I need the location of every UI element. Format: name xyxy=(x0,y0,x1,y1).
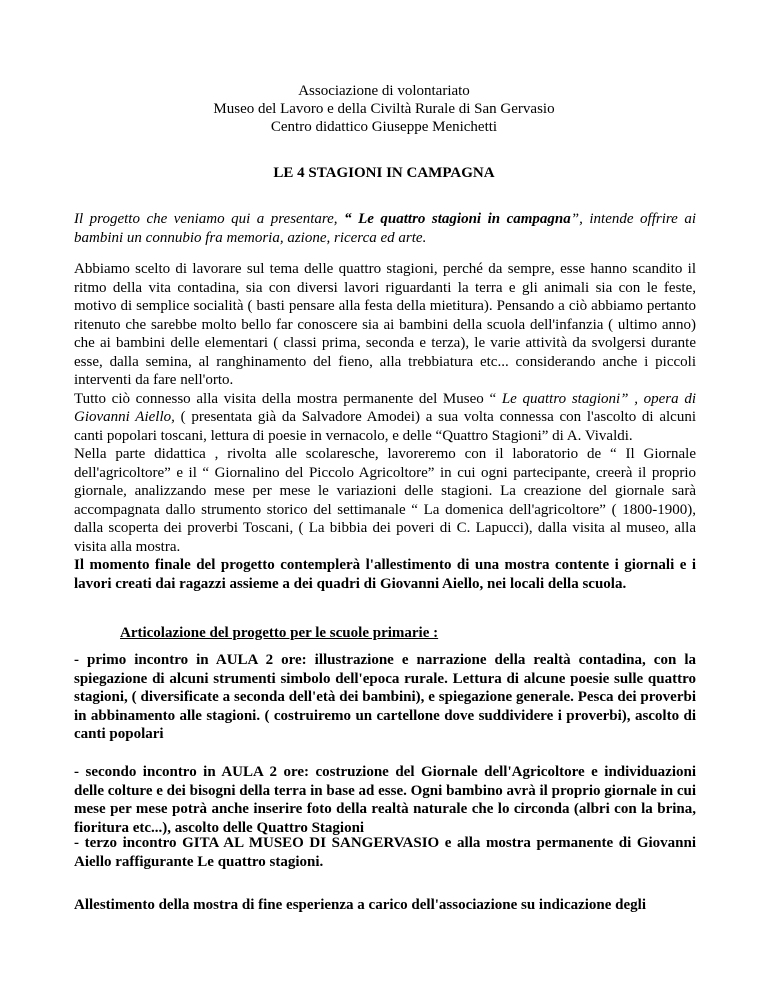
description-body xyxy=(74,260,696,593)
paragraph-seasons: Abbiamo scelto di lavorare sul tema delle quattro stagioni, perché da sempre, esse hanno scandito il ritmo della vita contadina, sia con diversi lavori riguardanti la terra e gli animali sia con le feste, motivo di semplice socialità ( basti pensare alla festa della mietitura). Pensando a ciò abbiamo pertanto ritenuto che sarebbe molto bello far conoscere sia ai bambini della scuola dell'infanzia ( ultimo anno) che ai bambini delle elementari ( classi prima, seconda e terza), le varie attività da svolgersi durante esse, dalla semina, al ranghinamento del fieno, alla trebbiatura etc... considerando anche i piccoli interventi da fare nell'orto. xyxy=(74,261,696,388)
intro-text-after: ”, intende offrire ai bambini un connubio fra memoria, azione, ricerca ed arte. xyxy=(74,211,696,246)
exhibition-name: Le quattro stagioni” , opera di Giovanni Aiello, xyxy=(74,390,696,425)
list-item-second-meeting: - secondo incontro in AULA 2 ore: costruzione del Giornale dell'Agricoltore e individuazioni delle colture e dei bisogni della terra in base ad esse. Ogni bambino avrà il proprio giornale in cui mese per mese potrà anche inserire foto della realtà naturale che lo circonda (albri con la brina, fioritura etc...), ascolto delle Quattro Stagioni xyxy=(74,764,696,836)
header-line-museum: Museo del Lavoro e della Civiltà Rurale di San Gervasio xyxy=(213,101,555,117)
list-item-first-meeting: - primo incontro in AULA 2 ore: illustrazione e narrazione della realtà contadina, con la spiegazione di alcuni strumenti simbolo dell'epoca rurale. Lettura di alcune poesie sulle quattro stagioni, ( diversificate a seconda dell'età dei bambini), e spiegazione generale. Pesca dei proverbi in abbinamento alle stagioni. ( costruiremo un cartellone dove suddividere i proverbi), ascolto di canti popolari xyxy=(74,652,696,742)
intro-text-before: Il progetto che veniamo qui a presentare, xyxy=(74,211,345,227)
organization-header xyxy=(0,82,768,136)
paragraph-didactic: Nella parte didattica , rivolta alle scolaresche, lavoreremo con il laboratorio de “ Il Giornale dell'agricoltore” e il “ Giornalino del Piccolo Agricoltore” in cui ogni partecipante, creerà il proprio giornale, analizzando mese per mese le variazioni delle stagioni. La creazione del giornale sarà accompagnata dallo strumento storico del settimanale “ La domenica dell'agricoltore” ( 1800-1900), dalla scoperta dei proverbi Toscani, ( La bibbia dei poveri di C. Lapucci), dalla visita al museo, alla visita alla mostra. xyxy=(74,446,696,555)
paragraph-final-moment: Il momento finale del progetto contemplerà l'allestimento di una mostra contente i giornali e i lavori creati dai ragazzi assieme a dei quadri di Giovanni Aiello, nei locali della scuola. xyxy=(74,557,696,592)
document-title: LE 4 STAGIONI IN CAMPAGNA xyxy=(273,165,495,181)
museum-text-before: Tutto ciò connesso alla visita della mostra permanente del Museo “ xyxy=(74,390,502,407)
section-title-primary-schools: Articolazione del progetto per le scuole primarie : xyxy=(120,625,439,641)
museum-text-after: ( presentata già da Salvadore Amodei) a sua volta connessa con l'ascolto di alcuni canti popolari toscani, lettura di poesie in vernacolo, e delle “Quattro Stagioni” di A. Vivaldi. xyxy=(74,409,696,444)
list-item-third-meeting: - terzo incontro GITA AL MUSEO DI SANGERVASIO e alla mostra permanente di Giovanni Aiello raffigurante Le quattro stagioni. xyxy=(74,835,696,870)
intro-paragraph xyxy=(74,210,696,247)
header-line-center: Centro didattico Giuseppe Menichetti xyxy=(270,119,498,135)
intro-project-name: “ Le quattro stagioni in campagna xyxy=(344,211,571,227)
final-exhibition-note: Allestimento della mostra di fine esperienza a carico dell'associazione su indicazione degli xyxy=(74,897,647,913)
paragraph-museum-visit xyxy=(74,390,696,446)
header-line-association: Associazione di volontariato xyxy=(298,83,470,99)
